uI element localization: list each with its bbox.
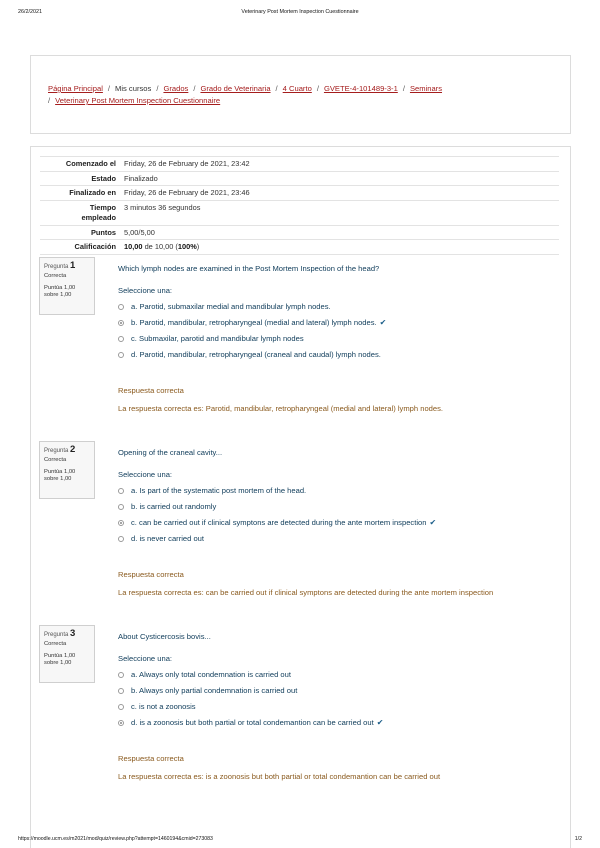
grade-line: sobre 1,00 [44, 476, 72, 482]
answer-prompt: Seleccione una: [118, 654, 173, 663]
summary-value [124, 240, 559, 254]
summary-value: Finalizado [124, 173, 158, 183]
question-grade [44, 653, 90, 667]
summary-label: Puntos [90, 227, 116, 237]
right-answer: La respuesta correcta es: is a zoonosis but both partial or total condemantion can be carried out [118, 772, 441, 781]
breadcrumb-my-courses: Mis cursos [115, 84, 152, 93]
radio-icon[interactable] [118, 336, 124, 342]
check-icon: ✔ [429, 518, 437, 527]
summary-row-state [40, 171, 559, 186]
feedback-state: Respuesta correcta [118, 754, 184, 763]
attempt-summary-table [40, 156, 559, 255]
question-number-value: 1 [70, 260, 76, 271]
breadcrumb-grados[interactable]: Grados [163, 84, 189, 93]
question-state: Correcta [44, 457, 67, 463]
question-grade [44, 285, 90, 299]
question-number [44, 262, 90, 271]
summary-value: Friday, 26 de February de 2021, 23:42 [124, 159, 250, 168]
radio-icon[interactable] [118, 688, 124, 694]
grade-of: de 10,00 ( [144, 242, 178, 251]
question-info-1 [39, 257, 95, 315]
question-info-2 [39, 441, 95, 499]
answer-option-selected[interactable] [118, 318, 558, 328]
question-text: Which lymph nodes are examined in the Post Mortem Inspection of the head? [118, 264, 380, 273]
breadcrumb-grado-veterinaria[interactable]: Grado de Veterinaria [200, 84, 271, 93]
option-label: d. is a zoonosis but both partial or total condemantion can be carried out [131, 718, 374, 727]
breadcrumb: Página Principal / Mis cursos / Grados / Grado de Veterinaria / 4 Cuarto / GVETE-4-101489-3-1 / Seminars / Veterinary Post Mortem Inspection Cuestionnaire [48, 84, 443, 105]
radio-icon[interactable] [118, 352, 124, 358]
check-icon: ✔ [376, 718, 384, 727]
option-label: b. Parotid, mandibular, retropharyngeal (medial and lateral) lymph nodes. [131, 318, 377, 327]
summary-row-finished [40, 185, 559, 200]
breadcrumb-quiz[interactable]: Veterinary Post Mortem Inspection Cuestionnaire [55, 96, 221, 105]
question-state: Correcta [44, 273, 67, 279]
answer-prompt: Seleccione una: [118, 470, 173, 479]
answer-option-selected[interactable] [118, 718, 558, 728]
question-feedback [118, 754, 558, 782]
print-url: https://moodle.ucm.es/m2021/mod/quiz/review.php?attempt=1460194&cmid=273083 [18, 836, 213, 842]
grade-line: Puntúa 1,00 [44, 285, 76, 291]
grade-value: 10,00 [124, 242, 143, 251]
answer-option[interactable] [118, 334, 558, 344]
question-content-1 [118, 264, 558, 414]
option-label: a. Is part of the systematic post mortem of the head. [131, 486, 307, 495]
question-label: Pregunta [44, 264, 69, 270]
answer-option[interactable] [118, 302, 558, 312]
grade-close: ) [196, 242, 200, 251]
grade-line: Puntúa 1,00 [44, 653, 76, 659]
radio-icon[interactable] [118, 304, 124, 310]
option-label: c. Submaxilar, parotid and mandibular lymph nodes [131, 334, 304, 343]
option-label: a. Always only total condemnation is carried out [131, 670, 291, 679]
question-number-value: 2 [70, 444, 76, 455]
feedback-state: Respuesta correcta [118, 570, 184, 579]
summary-row-points [40, 225, 559, 240]
answer-option[interactable] [118, 686, 558, 696]
print-title: Veterinary Post Mortem Inspection Cuestionnaire [241, 9, 359, 15]
radio-icon[interactable] [118, 320, 124, 326]
summary-label [40, 201, 124, 225]
option-label: d. is never carried out [131, 534, 205, 543]
question-info-3 [39, 625, 95, 683]
summary-label: Comenzado el [65, 159, 116, 168]
question-number [44, 446, 90, 455]
summary-label: Calificación [74, 242, 116, 251]
summary-label-line: Tiempo [89, 202, 116, 212]
summary-value: Friday, 26 de February de 2021, 23:46 [124, 188, 250, 197]
option-label: b. is carried out randomly [131, 502, 217, 511]
check-icon: ✔ [379, 318, 387, 327]
print-date: 26/2/2021 [18, 9, 42, 15]
radio-icon[interactable] [118, 536, 124, 542]
option-label: c. can be carried out if clinical symptons are detected during the ante mortem inspection [131, 518, 427, 527]
radio-icon[interactable] [118, 520, 124, 526]
breadcrumb-course[interactable]: GVETE-4-101489-3-1 [323, 84, 398, 93]
breadcrumb-home[interactable]: Página Principal [48, 84, 103, 93]
option-label: c. is not a zoonosis [131, 702, 196, 711]
answer-option[interactable] [118, 486, 558, 496]
answer-option[interactable] [118, 502, 558, 512]
answer-option[interactable] [118, 350, 558, 360]
question-label: Pregunta [44, 632, 69, 638]
answer-option[interactable] [118, 670, 558, 680]
question-feedback [118, 386, 558, 414]
summary-value: 3 minutos 36 segundos [124, 202, 201, 212]
question-content-3 [118, 632, 558, 782]
radio-icon[interactable] [118, 488, 124, 494]
summary-label-line: empleado [81, 213, 116, 222]
summary-value: 5,00/5,00 [124, 227, 155, 237]
summary-label: Finalizado en [69, 188, 116, 197]
right-answer: La respuesta correcta es: can be carried out if clinical symptons are detected during the ante mortem inspection [118, 588, 494, 597]
question-text: Opening of the craneal cavity... [118, 448, 223, 457]
summary-row-grade [40, 239, 559, 255]
radio-icon[interactable] [118, 504, 124, 510]
option-label: d. Parotid, mandibular, retropharyngeal (craneal and caudal) lymph nodes. [131, 350, 381, 359]
question-feedback [118, 570, 558, 598]
summary-row-started [40, 156, 559, 171]
question-grade [44, 469, 90, 483]
radio-icon[interactable] [118, 704, 124, 710]
grade-line: Puntúa 1,00 [44, 469, 76, 475]
breadcrumb-seminars[interactable]: Seminars [409, 84, 443, 93]
grade-line: sobre 1,00 [44, 292, 72, 298]
question-label: Pregunta [44, 448, 69, 454]
summary-label: Estado [91, 173, 116, 183]
answer-prompt: Seleccione una: [118, 286, 173, 295]
option-label: b. Always only partial condemnation is carried out [131, 686, 298, 695]
answer-option-selected[interactable] [118, 518, 558, 528]
question-state: Correcta [44, 641, 67, 647]
radio-icon[interactable] [118, 672, 124, 678]
navbar-box [30, 55, 571, 134]
option-label: a. Parotid, submaxilar medial and mandibular lymph nodes. [131, 302, 331, 311]
grade-percent: 100% [177, 242, 197, 251]
print-page-number: 1/2 [574, 836, 582, 842]
feedback-state: Respuesta correcta [118, 386, 184, 395]
summary-row-time [40, 200, 559, 225]
right-answer: La respuesta correcta es: Parotid, mandibular, retropharyngeal (medial and lateral) lymph nodes. [118, 404, 444, 413]
grade-line: sobre 1,00 [44, 660, 72, 666]
answer-option[interactable] [118, 534, 558, 544]
radio-icon[interactable] [118, 720, 124, 726]
answer-option[interactable] [118, 702, 558, 712]
breadcrumb-cuarto[interactable]: 4 Cuarto [282, 84, 312, 93]
question-number-value: 3 [70, 628, 76, 639]
question-number [44, 630, 90, 639]
question-content-2 [118, 448, 558, 598]
question-text: About Cysticercosis bovis... [118, 632, 211, 641]
